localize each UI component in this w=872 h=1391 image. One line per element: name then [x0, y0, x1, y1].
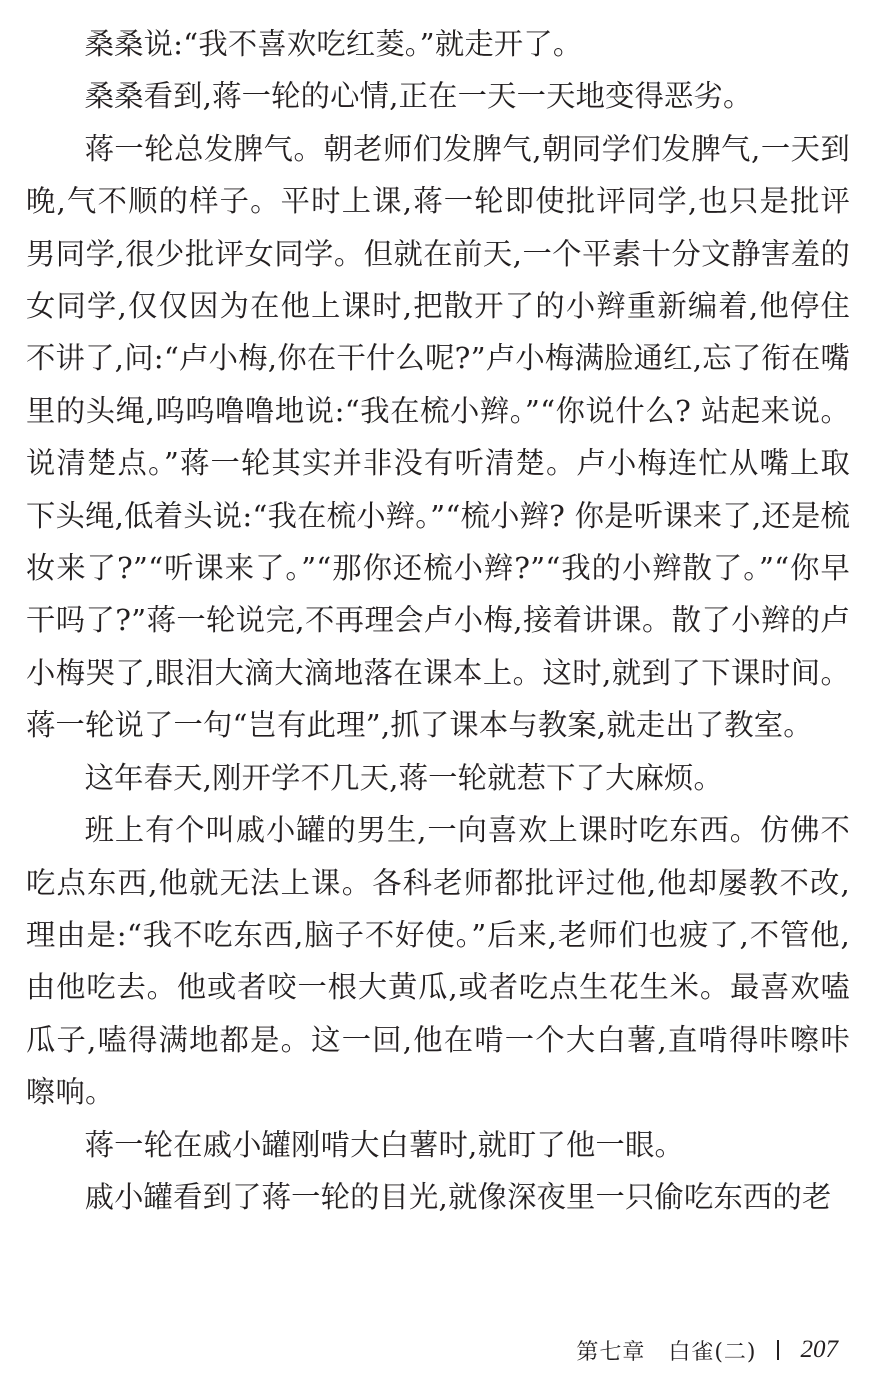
paragraph: 蒋一轮总发脾气。朝老师们发脾气,朝同学们发脾气,一天到晚,气不顺的样子。平时上课,蒋一轮即使批评同学,也只是批评男同学,很少批评女同学。但就在前天,一个平素十分文静害羞的女同学,仅仅因为在他上课时,把散开了的小辫重新编着,他停住不讲了,问:“卢小梅,你在干什么呢?”卢小梅满脸通红,忘了衔在嘴里的头绳,呜呜噜噜地说:“我在梳小辫。”“你说什么? 站起来说。说清楚点。”蒋一轮其实并非没有听清楚。卢小梅连忙从嘴上取下头绳,低着头说:“我在梳小辫。”“梳小辫? 你是听课来了,还是梳妆来了?”“听课来了。”“那你还梳小辫?”“我的小辫散了。”“你早干吗了?”蒋一轮说完,不再理会卢小梅,接着讲课。散了小辫的卢小梅哭了,眼泪大滴大滴地落在课本上。这时,就到了下课时间。蒋一轮说了一句“岂有此理”,抓了课本与教案,就走出了教室。 [26, 131, 850, 743]
paragraph: 戚小罐看到了蒋一轮的目光,就像深夜里一只偷吃东西的老 [84, 1179, 832, 1214]
footer-divider [777, 1340, 779, 1360]
page-number: 207 [800, 1336, 838, 1363]
page-footer [576, 1330, 838, 1370]
paragraph: 蒋一轮在戚小罐刚啃大白薯时,就盯了他一眼。 [84, 1127, 685, 1162]
paragraph: 这年春天,刚开学不几天,蒋一轮就惹下了大麻烦。 [84, 760, 724, 795]
chapter-title: 第七章 白雀(二) [576, 1339, 757, 1365]
body-text [26, 18, 850, 1223]
paragraph: 班上有个叫戚小罐的男生,一向喜欢上课时吃东西。仿佛不吃点东西,他就无法上课。各科老师都批评过他,他却屡教不改,理由是:“我不吃东西,脑子不好使。”后来,老师们也疲了,不管他,由他吃去。他或者咬一根大黄瓜,或者吃点生花生米。最喜欢嗑瓜子,嗑得满地都是。这一回,他在啃一个大白薯,直啃得咔嚓咔嚓响。 [26, 813, 850, 1110]
paragraph: 桑桑看到,蒋一轮的心情,正在一天一天地变得恶劣。 [84, 79, 753, 114]
paragraph: 桑桑说:“我不喜欢吃红菱。”就走开了。 [84, 27, 583, 61]
